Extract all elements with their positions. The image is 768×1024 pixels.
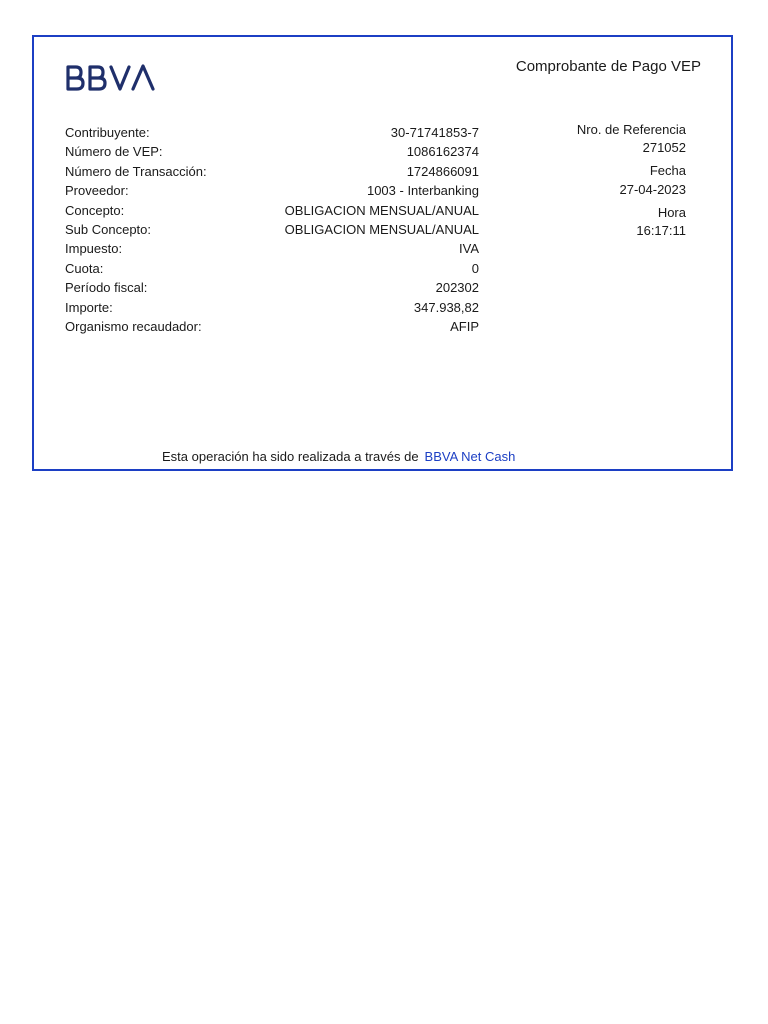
field-label: Proveedor: [65,183,129,199]
field-label: Número de VEP: [65,144,163,160]
payment-receipt [32,35,733,471]
field-value: 1724866091 [406,163,479,179]
reference-number: 271052 [642,140,686,155]
field-cuota [65,259,479,278]
field-label: Concepto: [65,202,125,218]
field-value: IVA [459,241,479,257]
field-value: OBLIGACION MENSUAL/ANUAL [284,221,479,237]
field-value: 202302 [435,280,479,296]
field-label: Período fiscal: [65,280,148,296]
field-label: Sub Concepto: [65,221,152,237]
field-value: 1003 - Interbanking [366,183,479,199]
field-label: Organismo recaudador: [65,318,202,334]
document-title: Comprobante de Pago VEP [515,58,701,75]
field-value: 1086162374 [406,144,479,160]
time-label: Hora [657,205,686,220]
field-impuesto [65,239,479,258]
field-value: AFIP [450,318,479,334]
field-contribuyente [65,123,479,142]
field-proveedor [65,181,479,200]
field-importe [65,298,479,317]
field-organismo-recaudador [65,317,479,336]
field-label: Cuota: [65,260,104,276]
payment-details [65,123,479,336]
field-numero-transaccion [65,162,479,181]
field-label: Número de Transacción: [65,163,207,179]
field-concepto [65,201,479,220]
bbva-net-cash-link[interactable]: BBVA Net Cash [424,449,516,464]
field-label: Impuesto: [65,241,123,257]
field-value: OBLIGACION MENSUAL/ANUAL [284,202,479,218]
reference-label: Nro. de Referencia [576,122,686,137]
field-label: Contribuyente: [65,125,150,140]
footer-text: Esta operación ha sido realizada a través de [162,449,419,464]
footer-note [162,449,515,464]
field-value: 347.938,82 [413,299,479,315]
field-numero-vep [65,142,479,161]
field-value: 0 [471,260,479,276]
field-sub-concepto [65,220,479,239]
field-value: 30-71741853-7 [390,125,479,140]
time-value: 16:17:11 [636,223,686,238]
bbva-logo [66,63,158,93]
date-value: 27-04-2023 [619,182,686,197]
field-label: Importe: [65,299,113,315]
date-label: Fecha [649,163,686,178]
field-periodo-fiscal [65,278,479,297]
